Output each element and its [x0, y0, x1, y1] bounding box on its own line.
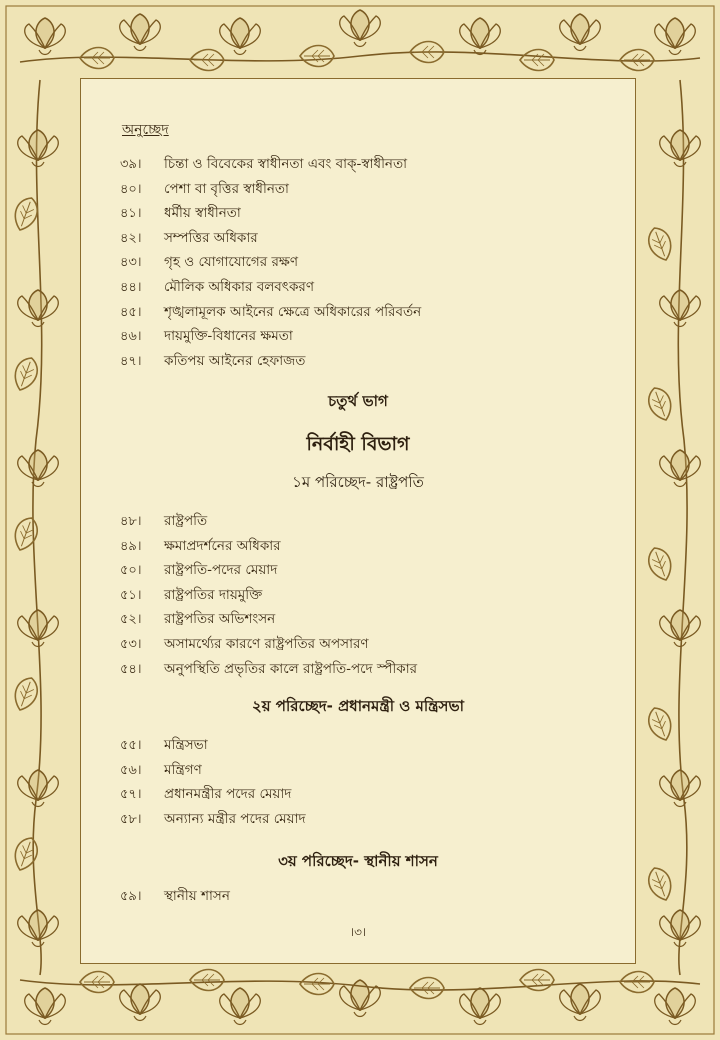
- article-item: [120, 558, 417, 583]
- article-title: মন্ত্রিসভা: [164, 737, 208, 753]
- article-item: [120, 758, 306, 783]
- article-title: সম্পত্তির অধিকার: [164, 229, 258, 246]
- article-number: ৫০।: [120, 563, 142, 579]
- page-number: ।৩।: [349, 925, 367, 939]
- article-item: [120, 177, 421, 202]
- article-number: ৪৯।: [120, 538, 142, 554]
- article-item: [120, 275, 421, 300]
- chapter-3-heading: ৩য় পরিচ্ছেদ- স্থানীয় শাসন: [278, 852, 438, 870]
- article-number: ৫৩।: [120, 636, 142, 652]
- article-item: [120, 152, 421, 177]
- article-item: [120, 632, 417, 657]
- article-item: [120, 324, 421, 349]
- article-number: ৪৫।: [120, 304, 142, 320]
- article-title: দায়মুক্তি-বিধানের ক্ষমতা: [164, 328, 293, 345]
- article-number: ৫১।: [120, 587, 142, 603]
- article-title: স্থানীয় শাসন: [164, 888, 230, 904]
- article-title: শৃঙ্খলামূলক আইনের ক্ষেত্রে অধিকারের পরিবর্তন: [164, 303, 422, 320]
- article-number: ৪৪।: [120, 279, 142, 295]
- article-item: [120, 509, 417, 534]
- article-title: মন্ত্রিগণ: [164, 761, 202, 778]
- article-number: ৫২।: [120, 612, 142, 628]
- article-number: ৪১।: [120, 206, 142, 222]
- article-number: ৪৭।: [120, 353, 142, 369]
- article-number: ৫৪।: [120, 661, 142, 677]
- article-title: রাষ্ট্রপতি-পদের মেয়াদ: [164, 562, 278, 579]
- article-item: [120, 657, 417, 682]
- chapter-1-heading: ১ম পরিচ্ছেদ- রাষ্ট্রপতি: [292, 473, 424, 491]
- article-list-chapter3: [120, 884, 230, 909]
- article-item: [120, 583, 417, 608]
- part-label: চতুর্থ ভাগ: [328, 392, 388, 410]
- article-number: ৫৯।: [120, 889, 142, 904]
- article-title: রাষ্ট্রপতি: [164, 513, 208, 529]
- article-title: গৃহ ও যোগাযোগের রক্ষণ: [164, 254, 299, 271]
- article-title: চিন্তা ও বিবেকের স্বাধীনতা এবং বাক্-স্বাধীনতা: [164, 156, 408, 172]
- part-name: নির্বাহী বিভাগ: [306, 433, 410, 455]
- article-item: [120, 884, 230, 909]
- article-item: [120, 300, 421, 325]
- article-number: ৪০।: [120, 181, 142, 197]
- article-number: ৫৮।: [120, 811, 142, 827]
- article-item: [120, 226, 421, 251]
- article-number: ৪২।: [120, 230, 142, 246]
- article-number: ৪৮।: [120, 514, 142, 529]
- contents-area: [80, 78, 636, 964]
- article-title: পেশা বা বৃত্তির স্বাধীনতা: [164, 180, 289, 197]
- article-title: কতিপয় আইনের হেফাজত: [164, 352, 306, 369]
- article-item: [120, 250, 421, 275]
- article-title: ধর্মীয় স্বাধীনতা: [164, 205, 241, 222]
- article-title: প্রধানমন্ত্রীর পদের মেয়াদ: [164, 786, 292, 803]
- article-title: ক্ষমাপ্রদর্শনের অধিকার: [164, 537, 281, 554]
- article-list-chapter2: [120, 733, 306, 831]
- article-number: ৩৯।: [120, 157, 142, 172]
- article-item: [120, 201, 421, 226]
- article-number: ৫৬।: [120, 762, 142, 778]
- article-number: ৫৭।: [120, 787, 142, 803]
- article-number: ৫৫।: [120, 738, 142, 753]
- article-number: ৪৩।: [120, 255, 142, 271]
- article-item: [120, 534, 417, 559]
- article-title: অনুপস্থিতি প্রভৃতির কালে রাষ্ট্রপতি-পদে স্পীকার: [164, 660, 418, 677]
- article-list-chapter1: [120, 509, 417, 681]
- article-item: [120, 349, 421, 374]
- article-item: [120, 607, 417, 632]
- article-list-part3: [120, 152, 421, 373]
- article-title: রাষ্ট্রপতির দায়মুক্তি: [164, 586, 263, 603]
- article-title: রাষ্ট্রপতির অভিশংসন: [164, 611, 276, 628]
- article-title: মৌলিক অধিকার বলবৎকরণ: [164, 278, 315, 295]
- section-heading: অনুচ্ছেদ: [122, 122, 169, 138]
- article-item: [120, 782, 306, 807]
- article-item: [120, 733, 306, 758]
- article-title: অসামর্থ্যের কারণে রাষ্ট্রপতির অপসারণ: [164, 635, 369, 652]
- article-number: ৪৬।: [120, 329, 142, 345]
- chapter-2-heading: ২য় পরিচ্ছেদ- প্রধানমন্ত্রী ও মন্ত্রিসভা: [252, 697, 464, 715]
- article-item: [120, 807, 306, 832]
- article-title: অন্যান্য মন্ত্রীর পদের মেয়াদ: [164, 810, 306, 827]
